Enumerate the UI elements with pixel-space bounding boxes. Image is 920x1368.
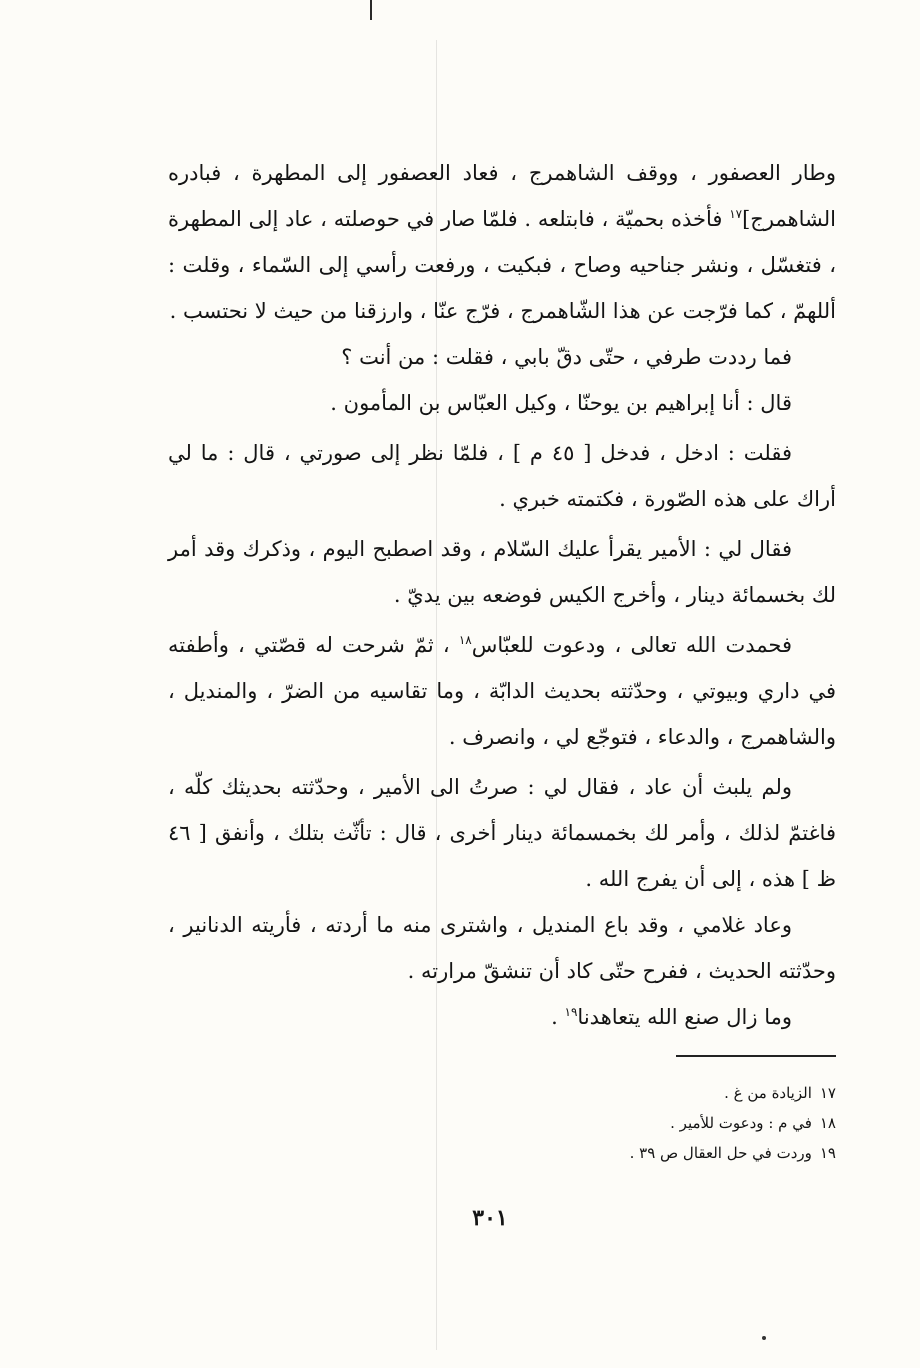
text-line: فقلت : ادخل ، فدخل [ ٤٥ م ] ، فلمّا نظر إلى صورتي ، قال : ما لي <box>168 441 792 465</box>
text-line: فأخذه بحميّة ، فابتلعه . فلمّا صار في حوصلته ، عاد إلى المطهرة ، فتغسّل ، <box>168 207 836 277</box>
paragraph-7 <box>168 764 836 902</box>
footnote-ref-19[interactable]: ١٩ <box>564 1005 578 1019</box>
footnote-number: ١٨ <box>819 1114 836 1132</box>
text-line: قال : أنا إبراهيم بن يوحنّا ، وكيل العبّاس بن المأمون . <box>330 391 792 415</box>
footnote-number: ١٩ <box>819 1144 836 1162</box>
text-line: [ ٤٦ ظ ] هذه ، إلى أن يفرج الله . <box>168 821 836 891</box>
footnote-text: وردت في حل العقال ص ٣٩ . <box>629 1144 812 1162</box>
text-line: فاغتمّ لذلك ، وأمر لك بخمسمائة دينار أخرى ، قال : تأثّث بتلك ، وأنفق <box>214 821 836 845</box>
footnote-19 <box>400 1138 836 1168</box>
footnote-separator <box>676 1055 836 1057</box>
text-line: وحدّثته الحديث ، ففرح حتّى كاد أن تنشقّ مرارته . <box>407 959 836 983</box>
paragraph-5 <box>168 526 836 618</box>
text-line: أمر لك بخسمائة دينار ، وأخرج الكيس فوضعه بين يديّ . <box>168 537 836 607</box>
paragraph-4 <box>168 430 836 522</box>
text-line: أراك على هذه الصّورة ، فكتمته خبري . <box>499 487 836 511</box>
text-line: فما رددت طرفي ، حتّى دقّ بابي ، فقلت : من أنت ؟ <box>341 345 792 369</box>
text-line: والشاهمرج ، والدعاء ، فتوجّع لي ، وانصرف . <box>448 725 836 749</box>
page-number: ٣٠١ <box>472 1205 508 1231</box>
text-line: وما زال صنع الله يتعاهدنا <box>577 1005 792 1029</box>
text-line: ونشر جناحيه وصاح ، فبكيت ، ورفعت رأسي إلى السّماء ، وقلت : أللهمّ ، <box>168 253 836 323</box>
footnote-18 <box>400 1108 836 1138</box>
text-line: . <box>551 1005 565 1029</box>
paragraph-8 <box>168 902 836 994</box>
text-line: ولم يلبث أن عاد ، فقال لي : صرتُ الى الأمير ، وحدّثته بحديثك كلّه ، <box>168 775 792 799</box>
text-line: ، ثمّ شرحت له قصّتي ، وأطفته <box>168 633 459 657</box>
paragraph-2 <box>168 334 836 380</box>
footnotes <box>400 1078 836 1168</box>
text-line: فقال لي : الأمير يقرأ عليك السّلام ، وقد اصطبح اليوم ، وذكرك وقد <box>204 537 792 561</box>
paragraph-6 <box>168 622 836 760</box>
paragraph-1 <box>168 150 836 334</box>
paragraph-3 <box>168 380 836 426</box>
text-line: وعاد غلامي ، وقد باع المنديل ، واشترى منه ما أردته ، فأريته الدنانير ، <box>168 913 792 937</box>
text-line: فحمدت الله تعالى ، ودعوت للعبّاس <box>471 633 792 657</box>
footnote-text: في م : ودعوت للأمير . <box>670 1114 812 1132</box>
footnote-ref-17[interactable]: ١٧ <box>729 207 743 221</box>
footnote-17 <box>400 1078 836 1108</box>
text-line: وطار العصفور ، ووقف الشاهمرج ، فعاد العصفور إلى المطهرة ، فبادره الشاهمرج] <box>168 161 836 231</box>
footnote-text: الزيادة من غ . <box>724 1084 812 1102</box>
text-line: كما فرّجت عن هذا الشّاهمرج ، فرّج عنّا ، وارزقنا من حيث لا نحتسب . <box>169 299 774 323</box>
footnote-number: ١٧ <box>819 1084 836 1102</box>
scan-speck <box>762 1336 766 1340</box>
text-line: في داري وبيوتي ، وحدّثته بحديث الدابّة ، وما تقاسيه من الضرّ ، والمنديل ، <box>168 679 836 703</box>
footnote-ref-18[interactable]: ١٨ <box>458 633 472 647</box>
paragraph-9 <box>168 994 836 1040</box>
main-text <box>168 150 836 1040</box>
scan-edge-mark <box>370 0 372 20</box>
